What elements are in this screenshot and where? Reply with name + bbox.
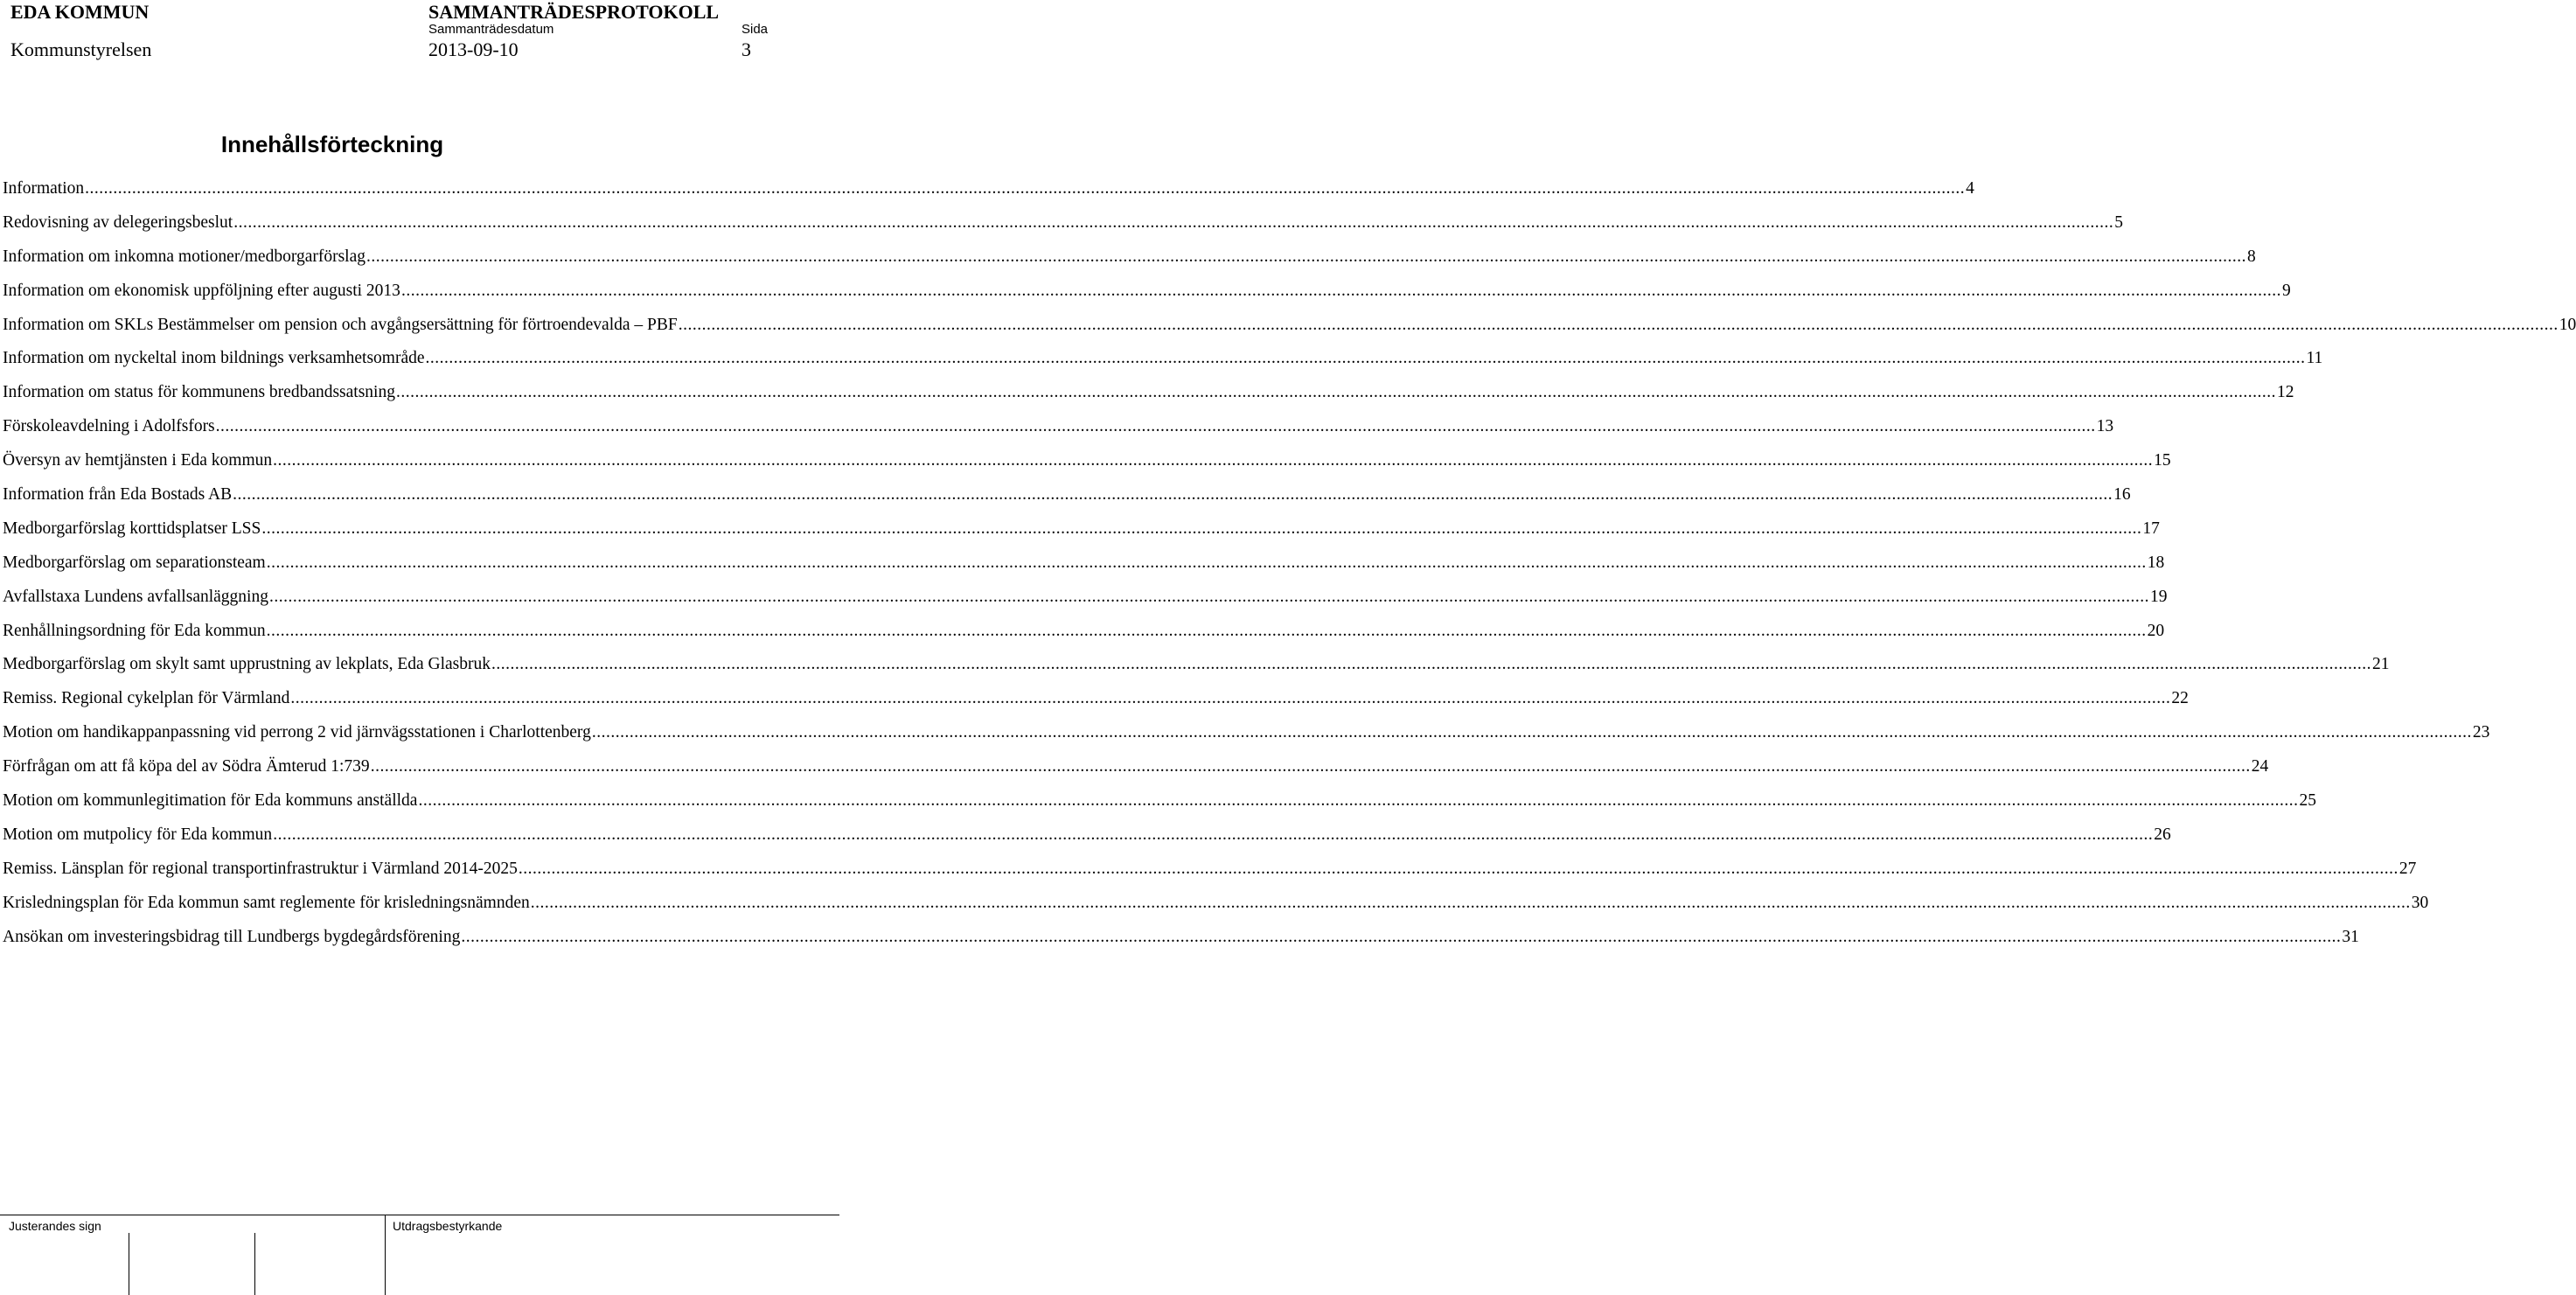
dot-leader: ................................................................................................................................................................................................................................................................................................................................................................................................................: [233, 485, 2113, 505]
toc-entry-title: Information om inkomna motioner/medborgarförslag: [3, 247, 366, 266]
toc-entry-page: 20: [2147, 621, 2165, 640]
toc-entry-title: Redovisning av delegeringsbeslut: [3, 212, 233, 232]
toc-entry-page: 17: [2142, 519, 2160, 538]
dot-leader: ................................................................................................................................................................................................................................................................................................................................................................................................................: [518, 859, 2398, 878]
toc-entry-page: 11: [2306, 349, 2323, 368]
dot-leader: ................................................................................................................................................................................................................................................................................................................................................................................................................: [461, 927, 2342, 946]
toc-entry[interactable]: [3, 379, 2294, 414]
toc-entry-page: 30: [2411, 893, 2429, 912]
dot-leader: ................................................................................................................................................................................................................................................................................................................................................................................................................: [491, 655, 2372, 674]
toc-entry-title: Krisledningsplan för Eda kommun samt reglemente för krisledningsnämnden: [3, 893, 530, 912]
toc-entry[interactable]: [3, 414, 2114, 448]
toc-entry-page: 8: [2247, 247, 2256, 266]
municipality-name: EDA KOMMUN: [10, 1, 150, 23]
toc-entry-page: 16: [2113, 485, 2131, 505]
toc-entry-title: Renhållningsordning för Eda kommun: [3, 621, 266, 640]
toc-entry-title: Ansökan om investeringsbidrag till Lundbergs bygdegårdsförening: [3, 927, 461, 946]
dot-leader: ................................................................................................................................................................................................................................................................................................................................................................................................................: [370, 757, 2251, 776]
toc-entry[interactable]: [3, 924, 2359, 958]
toc-entry-page: 4: [1966, 179, 1974, 198]
dot-leader: ................................................................................................................................................................................................................................................................................................................................................................................................................: [678, 315, 2559, 334]
toc-entry-title: Information: [3, 179, 85, 198]
meeting-date: 2013-09-10: [428, 38, 519, 60]
toc-entry[interactable]: [3, 584, 2168, 618]
committee-name: Kommunstyrelsen: [10, 38, 152, 60]
toc-entry[interactable]: [3, 176, 1974, 210]
dot-leader: ................................................................................................................................................................................................................................................................................................................................................................................................................: [530, 893, 2411, 912]
toc-entry-page: 27: [2398, 859, 2417, 878]
meeting-date-label: Sammanträdesdatum: [428, 22, 554, 37]
dot-leader: ................................................................................................................................................................................................................................................................................................................................................................................................................: [400, 281, 2281, 300]
dot-leader: ................................................................................................................................................................................................................................................................................................................................................................................................................: [273, 825, 2154, 844]
toc-entry[interactable]: [3, 754, 2269, 788]
toc-entry-title: Medborgarförslag om skylt samt upprustning av lekplats, Eda Glasbruk: [3, 655, 491, 674]
toc-entry[interactable]: [3, 244, 2256, 278]
toc-entry[interactable]: [3, 482, 2131, 516]
dot-leader: ................................................................................................................................................................................................................................................................................................................................................................................................................: [233, 212, 2114, 232]
toc-entry-title: Information från Eda Bostads AB: [3, 485, 233, 505]
dot-leader: ................................................................................................................................................................................................................................................................................................................................................................................................................: [215, 417, 2096, 436]
dot-leader: ................................................................................................................................................................................................................................................................................................................................................................................................................: [261, 519, 2142, 538]
toc-entry-title: Motion om kommunlegitimation för Eda kommuns anställda: [3, 791, 418, 811]
toc-entry-title: Information om nyckeltal inom bildnings verksamhetsområde: [3, 349, 425, 368]
toc-entry-page: 9: [2281, 281, 2291, 300]
dot-leader: ................................................................................................................................................................................................................................................................................................................................................................................................................: [591, 723, 2472, 742]
justerandes-sign-label: Justerandes sign: [9, 1219, 101, 1233]
dot-leader: ................................................................................................................................................................................................................................................................................................................................................................................................................: [266, 553, 2147, 572]
toc-entry[interactable]: [3, 516, 2160, 550]
dot-leader: ................................................................................................................................................................................................................................................................................................................................................................................................................: [418, 791, 2299, 811]
toc-entry-title: Remiss. Länsplan för regional transportinfrastruktur i Värmland 2014-2025: [3, 859, 518, 878]
dot-leader: ................................................................................................................................................................................................................................................................................................................................................................................................................: [290, 689, 2171, 708]
toc-entry[interactable]: [3, 822, 2171, 856]
toc-entry-title: Motion om handikappanpassning vid perrong 2 vid järnvägsstationen i Charlottenberg: [3, 723, 591, 742]
toc-entry-page: 15: [2154, 451, 2171, 470]
dot-leader: ................................................................................................................................................................................................................................................................................................................................................................................................................: [266, 621, 2147, 640]
document-type: SAMMANTRÄDESPROTOKOLL: [428, 1, 720, 23]
dot-leader: ................................................................................................................................................................................................................................................................................................................................................................................................................: [268, 587, 2149, 606]
toc-entry-title: Medborgarförslag om separationsteam: [3, 553, 266, 572]
dot-leader: ................................................................................................................................................................................................................................................................................................................................................................................................................: [366, 247, 2247, 266]
toc-entry-page: 19: [2149, 587, 2168, 606]
toc-entry[interactable]: [3, 651, 2390, 686]
toc-entry-title: Förskoleavdelning i Adolfsfors: [3, 417, 215, 436]
toc-entry-title: Information om SKLs Bestämmelser om pension och avgångsersättning för förtroendevalda – PBF: [3, 315, 678, 334]
toc-entry[interactable]: [3, 856, 2417, 890]
page-label: Sida: [741, 22, 769, 37]
toc-entry-title: Avfallstaxa Lundens avfallsanläggning: [3, 587, 268, 606]
toc-entry-title: Medborgarförslag korttidsplatser LSS: [3, 519, 261, 538]
signature-box-divider-2: [254, 1233, 255, 1295]
toc-entry[interactable]: [3, 210, 2123, 244]
toc-entry[interactable]: [3, 720, 2490, 754]
toc-entry-page: 24: [2251, 757, 2269, 776]
toc-entry-page: 31: [2342, 927, 2359, 946]
dot-leader: ................................................................................................................................................................................................................................................................................................................................................................................................................: [85, 179, 1966, 198]
toc-entry-page: 5: [2114, 212, 2123, 232]
dot-leader: ................................................................................................................................................................................................................................................................................................................................................................................................................: [425, 349, 2306, 368]
toc-entry[interactable]: [3, 345, 2323, 379]
toc-entry[interactable]: [3, 686, 2189, 720]
utdragsbestyrkande-label: Utdragsbestyrkande: [393, 1219, 503, 1233]
toc-entry-page: 10: [2559, 315, 2576, 334]
dot-leader: ................................................................................................................................................................................................................................................................................................................................................................................................................: [273, 451, 2154, 470]
toc-entry-page: 22: [2171, 689, 2189, 708]
toc-entry[interactable]: [3, 550, 2165, 584]
toc-entry[interactable]: [3, 788, 2316, 822]
toc-entry-page: 26: [2154, 825, 2171, 844]
toc-entry-page: 18: [2147, 553, 2165, 572]
toc-entry-title: Motion om mutpolicy för Eda kommun: [3, 825, 273, 844]
toc-entry-title: Remiss. Regional cykelplan för Värmland: [3, 689, 290, 708]
toc-entry-page: 12: [2276, 383, 2294, 402]
toc-entry[interactable]: [3, 618, 2165, 652]
toc-entry-title: Översyn av hemtjänsten i Eda kommun: [3, 451, 273, 470]
toc-entry[interactable]: [3, 448, 2171, 482]
toc-entry-page: 13: [2096, 417, 2114, 436]
toc-entry-page: 23: [2472, 723, 2490, 742]
toc-entry-page: 25: [2299, 791, 2316, 811]
toc-entry[interactable]: [3, 890, 2429, 924]
signature-box-divider-3: [385, 1215, 386, 1295]
toc-entry-page: 21: [2372, 655, 2390, 674]
toc-entry[interactable]: [3, 312, 2576, 346]
toc-entry-title: Förfrågan om att få köpa del av Södra Ämterud 1:739: [3, 757, 370, 776]
table-of-contents: [3, 176, 2576, 957]
toc-entry-title: Information om ekonomisk uppföljning efter augusti 2013: [3, 281, 400, 300]
page-number: 3: [741, 38, 751, 60]
toc-title: Innehållsförteckning: [220, 131, 444, 157]
dot-leader: ................................................................................................................................................................................................................................................................................................................................................................................................................: [395, 383, 2276, 402]
toc-entry-title: Information om status för kommunens bredbandssatsning: [3, 383, 395, 402]
toc-entry[interactable]: [3, 278, 2291, 312]
